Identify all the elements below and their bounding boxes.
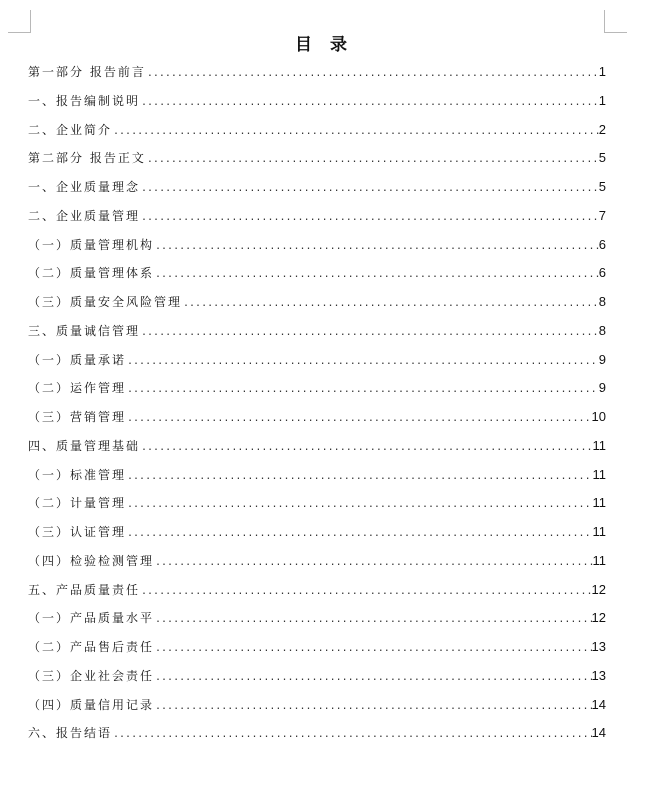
toc-entry-page-number: 7 xyxy=(598,207,606,223)
toc-entry-label: 二、企业质量管理 xyxy=(28,208,141,223)
toc-dot-leader xyxy=(126,405,592,434)
toc-entry-label: （一）标准管理 xyxy=(28,467,127,482)
toc-entry-label: （二）运作管理 xyxy=(28,381,127,396)
toc-entry[interactable] xyxy=(28,259,606,288)
toc-dot-leader xyxy=(146,146,599,175)
toc-entry-page-number: 11 xyxy=(592,437,606,453)
toc-entry-page-number: 2 xyxy=(598,121,606,137)
toc-entry[interactable] xyxy=(28,633,606,662)
toc-entry[interactable] xyxy=(28,116,606,145)
toc-entry-label: 三、质量诚信管理 xyxy=(28,323,141,338)
toc-dot-leader xyxy=(126,348,599,377)
toc-entry-label: 一、报告编制说明 xyxy=(28,93,141,108)
toc-entry-page-number: 9 xyxy=(598,380,606,396)
toc-entry[interactable] xyxy=(28,144,606,173)
toc-entry[interactable] xyxy=(28,288,606,317)
toc-entry-label: 二、企业简介 xyxy=(28,122,113,137)
toc-entry-label: 四、质量管理基础 xyxy=(28,438,141,453)
toc-dot-leader xyxy=(154,261,599,290)
toc-dot-leader xyxy=(146,60,599,89)
toc-entry[interactable] xyxy=(28,518,606,547)
toc-entry-page-number: 13 xyxy=(591,639,606,654)
toc-entry[interactable] xyxy=(28,58,606,87)
toc-entry-page-number: 12 xyxy=(591,610,606,626)
toc-entry[interactable] xyxy=(28,719,606,748)
toc-entry[interactable] xyxy=(28,231,606,260)
toc-entry-label: （四）检验检测管理 xyxy=(28,553,155,568)
toc-dot-leader xyxy=(154,233,599,262)
toc-dot-leader xyxy=(154,549,592,578)
toc-entry-label: 五、产品质量责任 xyxy=(28,582,141,597)
toc-entry[interactable] xyxy=(28,489,606,518)
toc-entry-label: （一）产品质量水平 xyxy=(28,611,155,626)
toc-dot-leader xyxy=(140,434,592,463)
toc-dot-leader xyxy=(140,204,599,233)
toc-entry-page-number: 5 xyxy=(598,150,606,166)
toc-entry[interactable] xyxy=(28,547,606,576)
toc-entry-label: （三）企业社会责任 xyxy=(28,668,155,683)
toc-entry[interactable] xyxy=(28,374,606,403)
toc-dot-leader xyxy=(140,319,599,348)
toc-dot-leader xyxy=(154,606,592,635)
toc-entry[interactable] xyxy=(28,173,606,202)
toc-entry[interactable] xyxy=(28,87,606,116)
toc-entry-label: （二）质量管理体系 xyxy=(28,266,155,281)
toc-dot-leader xyxy=(126,520,592,549)
toc-entry-page-number: 14 xyxy=(591,696,606,712)
toc-dot-leader xyxy=(112,721,592,750)
toc-dot-leader xyxy=(126,376,599,405)
toc-entry[interactable] xyxy=(28,691,606,720)
toc-entry-page-number: 8 xyxy=(598,322,606,338)
toc-entry-page-number: 5 xyxy=(598,179,606,194)
toc-entry-page-number: 9 xyxy=(598,351,606,367)
toc-entry-label: 六、报告结语 xyxy=(28,726,113,741)
toc-dot-leader xyxy=(182,290,599,319)
toc-entry-page-number: 10 xyxy=(591,409,606,424)
toc-entry-label: 一、企业质量理念 xyxy=(28,180,141,194)
toc-entry[interactable] xyxy=(28,317,606,346)
toc-dot-leader xyxy=(126,463,592,492)
toc-entry-label: （二）产品售后责任 xyxy=(28,640,155,654)
toc-dot-leader xyxy=(126,491,592,520)
toc-entry[interactable] xyxy=(28,403,606,432)
toc-entry[interactable] xyxy=(28,461,606,490)
toc-list xyxy=(28,58,606,748)
toc-entry-page-number: 6 xyxy=(598,236,606,252)
toc-entry-page-number: 11 xyxy=(592,466,606,482)
toc-entry[interactable] xyxy=(28,202,606,231)
toc-entry-label: 第一部分 报告前言 xyxy=(28,65,146,79)
toc-entry-label: （三）营销管理 xyxy=(28,410,127,424)
toc-entry-label: （四）质量信用记录 xyxy=(28,697,155,712)
toc-entry-page-number: 1 xyxy=(598,64,606,79)
toc-entry-page-number: 12 xyxy=(591,581,606,597)
toc-dot-leader xyxy=(112,118,599,147)
toc-entry-page-number: 1 xyxy=(598,92,606,108)
toc-entry[interactable] xyxy=(28,604,606,633)
toc-entry[interactable] xyxy=(28,432,606,461)
toc-entry[interactable] xyxy=(28,346,606,375)
toc-entry-page-number: 11 xyxy=(592,524,606,539)
toc-dot-leader xyxy=(140,578,592,607)
toc-title: 目 录 xyxy=(295,35,353,55)
toc-entry-page-number: 14 xyxy=(591,725,606,741)
toc-entry-page-number: 11 xyxy=(592,552,606,568)
toc-entry-label: 第二部分 报告正文 xyxy=(28,151,146,166)
toc-entry-label: （二）计量管理 xyxy=(28,496,127,511)
toc-entry[interactable] xyxy=(28,662,606,691)
toc-entry-label: （一）质量承诺 xyxy=(28,352,127,367)
toc-entry-label: （三）认证管理 xyxy=(28,525,127,539)
toc-dot-leader xyxy=(154,664,592,693)
toc-dot-leader xyxy=(140,175,599,204)
toc-entry-page-number: 11 xyxy=(592,495,606,511)
toc-entry-label: （三）质量安全风险管理 xyxy=(28,295,183,309)
toc-dot-leader xyxy=(140,89,599,118)
toc-dot-leader xyxy=(154,635,592,664)
toc-entry-page-number: 8 xyxy=(598,294,606,309)
toc-entry[interactable] xyxy=(28,576,606,605)
toc-entry-page-number: 13 xyxy=(591,667,606,683)
toc-dot-leader xyxy=(154,693,592,722)
toc-entry-label: （一）质量管理机构 xyxy=(28,237,155,252)
toc-entry-page-number: 6 xyxy=(598,265,606,281)
